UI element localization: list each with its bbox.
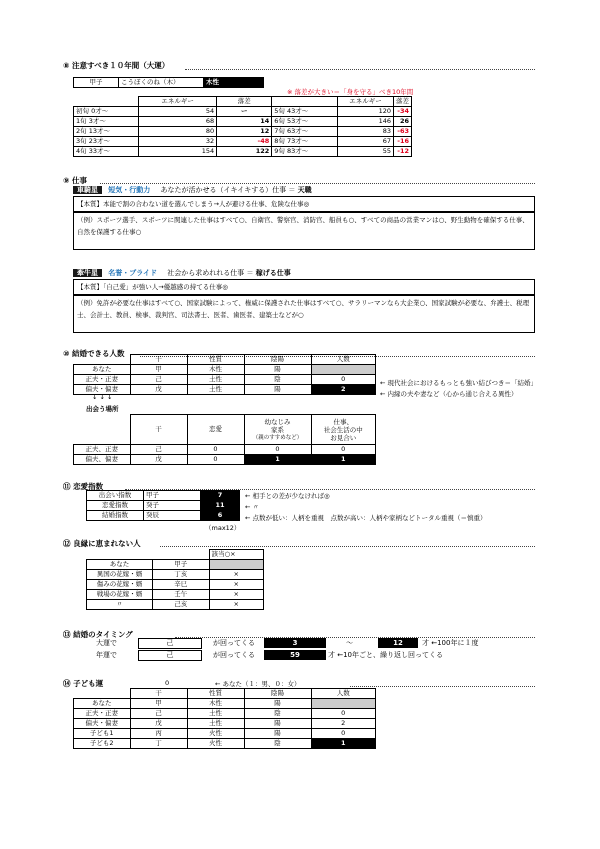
table-header — [74, 97, 412, 107]
children-table — [73, 688, 376, 749]
marriage-table — [73, 354, 376, 395]
index-note-2: ← 〃 — [245, 503, 260, 511]
match-cell — [209, 560, 264, 570]
star1-examples: （例）スポーツ選手、スポーツに関連した仕事はすべて○、自衛官、警察官、消防官、船員も○、すべての商品の営業マンは○、野生動物を確保する仕事、自然を保護する仕事○ — [73, 212, 535, 250]
star2-essence: 【本質】「自己愛」が強い人→優越感の持てる仕事◎ — [73, 279, 535, 295]
table-row — [74, 699, 376, 709]
kan-cell: 己亥 — [153, 600, 210, 610]
col-header: 該当○× — [209, 550, 264, 560]
period-label: 9旬 83才～ — [272, 147, 338, 157]
energy-value: 55 — [337, 147, 393, 157]
name-cell: 甲子 — [74, 78, 119, 88]
table-row — [87, 580, 264, 590]
table-row — [87, 501, 240, 511]
count-cell: 1 — [311, 739, 376, 749]
divider — [100, 183, 535, 184]
index-label: 結婚指数 — [87, 511, 144, 521]
energy-value: 54 — [139, 107, 217, 117]
row-label: 偏夫、偏妻 — [74, 455, 131, 465]
table-cell: 甲 — [130, 365, 187, 375]
index-value: 11 — [201, 501, 240, 511]
col-header: 陰陽 — [244, 355, 311, 365]
table-row — [87, 600, 264, 610]
fall-value: 12 — [217, 127, 272, 137]
energy-value: 80 — [139, 127, 217, 137]
blank-cell — [74, 355, 131, 365]
star1-essence: 【本質】本能で割の合わない道を選んでしまう→人が避ける仕事、危険な仕事◎ — [73, 196, 535, 212]
col-work: 仕事、 社会生活の中 お見合い — [311, 415, 376, 445]
table-cell: 陽 — [244, 729, 311, 739]
kan-cell: 壬午 — [153, 590, 210, 600]
timing-kan: 己 — [138, 638, 202, 649]
value-cell: 0 — [311, 445, 376, 455]
table-cell: 己 — [130, 709, 187, 719]
row-label: 偏夫・偏妻 — [74, 719, 131, 729]
star2-job: 稼げる仕事 — [255, 269, 291, 277]
table-row — [87, 511, 240, 521]
star1-job: 天職 — [297, 186, 312, 194]
row-label: あなた — [74, 365, 131, 375]
col-header: エネルギー — [139, 97, 217, 107]
timing-note: 才 ←100年に１度 — [422, 639, 479, 647]
value-cell: 0 — [187, 445, 244, 455]
reading-cell: こうぼくのね（木） — [119, 78, 204, 88]
energy-value: 68 — [139, 117, 217, 127]
fall-value: -48 — [217, 137, 272, 147]
table-row — [74, 729, 376, 739]
kan-cell: 戊 — [130, 455, 187, 465]
table-cell: 丙 — [130, 729, 187, 739]
kan-cell: 辛巳 — [153, 580, 210, 590]
section13-title: ⑬ 結婚のタイミング — [63, 630, 133, 639]
row-label: 異国の花嫁・婿 — [87, 570, 153, 580]
table-row — [74, 739, 376, 749]
table-cell: 陰 — [244, 709, 311, 719]
section9-title: ⑨ 仕事 — [63, 176, 87, 185]
row-label: 子ども1 — [74, 729, 131, 739]
timing-rows — [96, 638, 536, 662]
col-header: 落差 — [217, 97, 272, 107]
divider — [185, 69, 535, 70]
row-label: 正夫・正妻 — [74, 375, 131, 385]
row-label: 偏夫・偏妻 — [74, 385, 131, 395]
col-header: 性質 — [187, 689, 244, 699]
fall-note: ※ 落差が大きい＝「身を守る」べき10年間 — [287, 88, 414, 96]
section10-title: ⑩ 結婚できる人数 — [63, 349, 125, 358]
table-row — [74, 117, 412, 127]
row-label: 正夫・正妻 — [74, 709, 131, 719]
row-label: 傷みの花嫁・婿 — [87, 580, 153, 590]
table-cell: 火性 — [187, 729, 244, 739]
star2-examples: （例）免許が必要な仕事はすべて○、国家試験によって、権威に保護された仕事はすべて○、サラリーマンなら大企業○、国家試験が必要な、弁護士、税理士、会計士、教員、検事、裁判官、司法書士、医者、歯医者、建築士などが○ — [73, 295, 535, 333]
star1-badge: 車騎星 — [73, 186, 102, 194]
table-cell: 土性 — [187, 375, 244, 385]
energy-value: 146 — [337, 117, 393, 127]
energy-value: 83 — [337, 127, 393, 137]
energy-value: 154 — [139, 147, 217, 157]
index-kan: 癸辰 — [144, 511, 201, 521]
table-cell: 土性 — [187, 709, 244, 719]
fall-value: -12 — [394, 147, 412, 157]
energy-value: 32 — [139, 137, 217, 147]
table-cell: 戊 — [130, 719, 187, 729]
table-row — [74, 719, 376, 729]
table-row — [74, 709, 376, 719]
match-cell: × — [209, 570, 264, 580]
section12-title: ⑫ 良縁に恵まれない人 — [63, 539, 141, 548]
index-value: 6 — [201, 511, 240, 521]
index-value: 7 — [201, 491, 240, 501]
blank-cell — [74, 97, 139, 107]
meeting-table — [73, 414, 376, 465]
match-cell: × — [209, 590, 264, 600]
table-row — [74, 147, 412, 157]
table-cell: 丁 — [130, 739, 187, 749]
count-cell: 2 — [311, 719, 376, 729]
table-row — [87, 590, 264, 600]
element-cell: 木性 — [204, 78, 264, 88]
row-label: 戦場の花嫁・婿 — [87, 590, 153, 600]
period-label: 5旬 43才～ — [272, 107, 338, 117]
table-cell: 陽 — [244, 699, 311, 709]
col-header: エネルギー — [337, 97, 393, 107]
table-row — [87, 570, 264, 580]
star1-attr: 短気・行動力 — [108, 186, 151, 194]
index-label: 出会い指数 — [87, 491, 144, 501]
table-row — [74, 385, 376, 395]
fall-value: -34 — [394, 107, 412, 117]
row-label: 子ども2 — [74, 739, 131, 749]
col-header: 人数 — [311, 355, 376, 365]
fall-value: ー — [217, 107, 272, 117]
gender-value: 0 — [165, 679, 170, 687]
kan-cell: 甲子 — [153, 560, 210, 570]
energy-value: 120 — [337, 107, 393, 117]
table-cell: 火性 — [187, 739, 244, 749]
match-cell: × — [209, 580, 264, 590]
section11-title: ⑪ 恋愛指数 — [63, 482, 104, 491]
count-cell — [311, 365, 376, 375]
common-law-note: ← 内縁の夫や妻など（心から通じ合える異性） — [380, 390, 518, 398]
timing-note: 才 ←10年ごと、繰り返し回ってくる — [328, 651, 443, 659]
table-cell: 陰 — [244, 739, 311, 749]
star2-attr: 名誉・プライド — [108, 269, 158, 277]
table-row — [87, 491, 240, 501]
timing-to: 12 — [378, 638, 418, 648]
love-index-table — [86, 490, 240, 521]
bad-match-table — [86, 549, 264, 610]
col-header: 干 — [130, 689, 187, 699]
table-cell: 陽 — [244, 365, 311, 375]
table-cell: 陰 — [244, 375, 311, 385]
period-label: 1旬 3才～ — [74, 117, 139, 127]
col-header: 陰陽 — [244, 689, 311, 699]
count-cell: 0 — [311, 709, 376, 719]
index-note-3: ← 点数が低い：人柄を重視 点数が高い：人柄や家柄などトータル重視（＝慎重） — [245, 514, 487, 522]
marriage-note: ← 現代社会におけるもっとも強い結びつき＝「結婚」 — [380, 379, 538, 387]
energy-table — [73, 96, 412, 157]
star1-text: あなたが活かせる（イキイキする）仕事 ＝ — [160, 186, 296, 194]
table-cell: 木性 — [187, 699, 244, 709]
timing-label: 大運で — [96, 639, 117, 647]
gender-note: ← あなた（１：男、０：女） — [215, 680, 301, 688]
fall-value: -63 — [394, 127, 412, 137]
col-header: 人数 — [311, 689, 376, 699]
col-header: 落差 — [394, 97, 412, 107]
energy-value: 67 — [337, 137, 393, 147]
row-label: 〃 — [87, 600, 153, 610]
table-row — [74, 137, 412, 147]
period-label: 2旬 13才～ — [74, 127, 139, 137]
section14-title: ⑭ 子ども運 — [63, 679, 104, 688]
table-header — [74, 355, 376, 365]
table-row — [74, 365, 376, 375]
blank-cell — [74, 689, 131, 699]
fall-value: -16 — [394, 137, 412, 147]
name-table — [73, 77, 264, 88]
period-label: 8旬 73才～ — [272, 137, 338, 147]
period-label: 初旬 0才～ — [74, 107, 139, 117]
blank-cell — [272, 97, 338, 107]
period-label: 3旬 23才～ — [74, 137, 139, 147]
value-cell: 0 — [244, 445, 311, 455]
table-row — [74, 375, 376, 385]
index-kan: 甲子 — [144, 491, 201, 501]
table-header — [87, 550, 264, 560]
timing-text: が回ってくる — [213, 639, 255, 647]
table-cell: 土性 — [187, 719, 244, 729]
value-cell: 0 — [187, 455, 244, 465]
table-cell: 己 — [130, 375, 187, 385]
table-row — [87, 560, 264, 570]
table-row — [74, 127, 412, 137]
col-childhood: 幼なじみ 家系 （親のすすめなど） — [244, 415, 311, 445]
period-label: 7旬 63才～ — [272, 127, 338, 137]
meeting-place-title: 出会う場所 — [86, 405, 119, 413]
star2-text: 社会から求めれれる仕事 ＝ — [167, 269, 254, 277]
max-note: （max12） — [205, 524, 241, 532]
value-cell: 1 — [244, 455, 311, 465]
fall-value: 14 — [217, 117, 272, 127]
index-kan: 癸子 — [144, 501, 201, 511]
divider — [350, 686, 535, 687]
table-cell: 戊 — [130, 385, 187, 395]
col-header: 性質 — [187, 355, 244, 365]
table-cell: 陽 — [244, 385, 311, 395]
col-kan: 干 — [130, 415, 187, 445]
table-cell: 陽 — [244, 719, 311, 729]
index-label: 恋愛指数 — [87, 501, 144, 511]
timing-text: が回ってくる — [213, 651, 255, 659]
blank-cell — [153, 550, 210, 560]
timing-from: 3 — [264, 638, 326, 648]
section8-title: ⑧ 注意すべき１０年間（大運） — [63, 61, 170, 70]
kan-cell: 丁亥 — [153, 570, 210, 580]
fall-value: 26 — [394, 117, 412, 127]
table-cell: 木性 — [187, 365, 244, 375]
col-header: 干 — [130, 355, 187, 365]
star2-badge: 牽牛星 — [73, 269, 102, 277]
period-label: 4旬 33才～ — [74, 147, 139, 157]
divider — [160, 546, 535, 547]
col-love: 恋愛 — [187, 415, 244, 445]
count-cell: 0 — [311, 375, 376, 385]
kan-cell: 己 — [130, 445, 187, 455]
row-label: あなた — [87, 560, 153, 570]
count-cell: 2 — [311, 385, 376, 395]
blank-cell — [87, 550, 153, 560]
count-cell — [311, 699, 376, 709]
table-header — [74, 689, 376, 699]
timing-label: 年運で — [96, 651, 117, 659]
index-note-1: ← 相手との差が少なければ◎ — [245, 492, 330, 500]
value-cell: 1 — [311, 455, 376, 465]
row-label: 正夫、正妻 — [74, 445, 131, 455]
timing-year: 59 — [264, 650, 326, 660]
table-cell: 甲 — [130, 699, 187, 709]
count-cell: 0 — [311, 729, 376, 739]
timing-kan: 己 — [138, 650, 202, 661]
row-label: あなた — [74, 699, 131, 709]
match-cell: × — [209, 600, 264, 610]
fall-value: 122 — [217, 147, 272, 157]
table-cell: 土性 — [187, 385, 244, 395]
timing-tilde: ～ — [346, 639, 353, 647]
down-arrows: ↓ ↓ ↓ — [92, 393, 113, 401]
table-row — [74, 107, 412, 117]
period-label: 6旬 53才～ — [272, 117, 338, 127]
